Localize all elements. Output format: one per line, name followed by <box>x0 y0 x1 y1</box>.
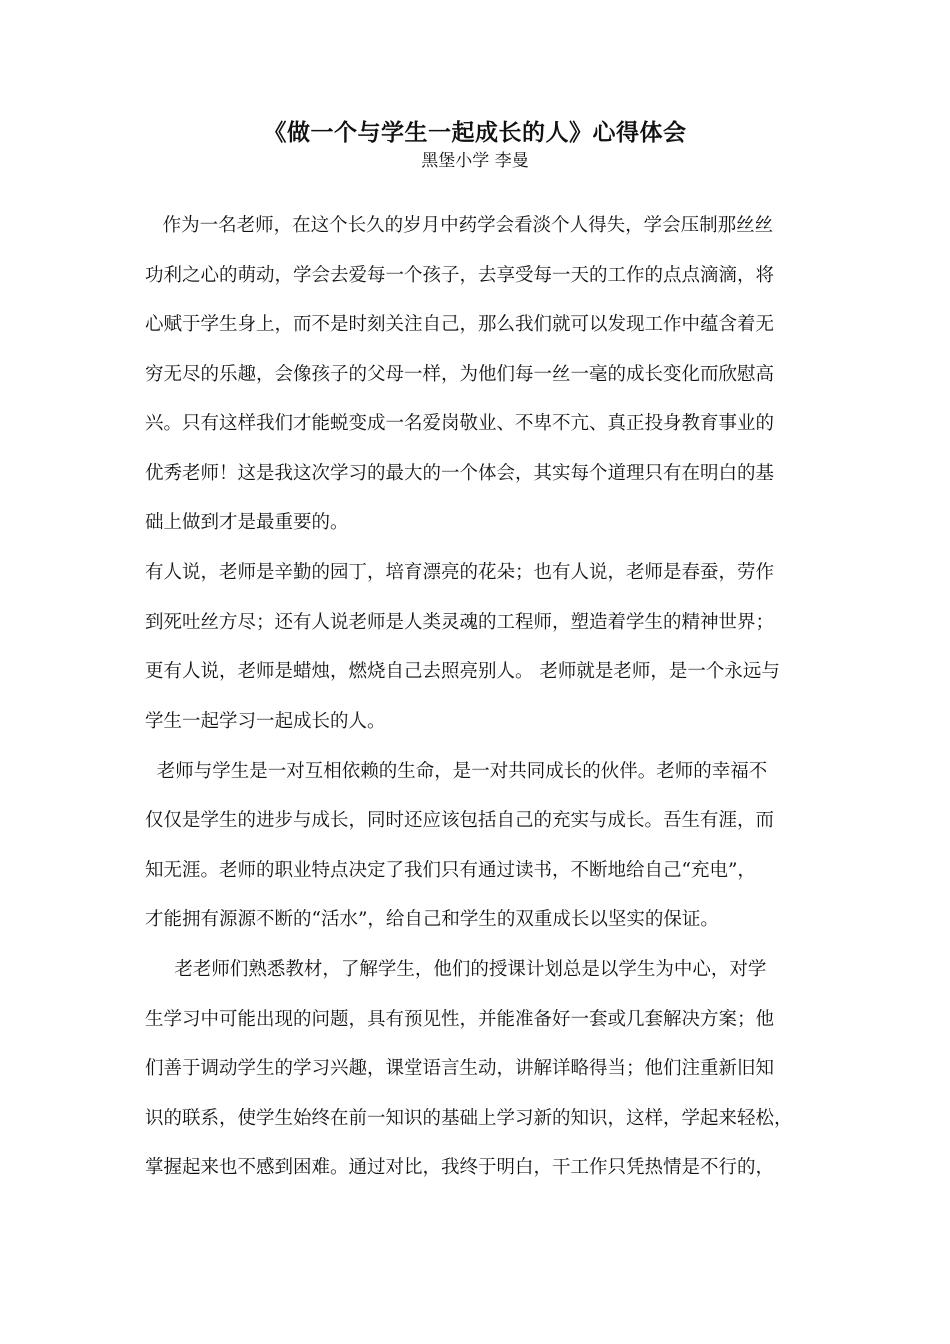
body-line: 们善于调动学生的学习兴趣，课堂语言生动，讲解详略得当；他们注重新旧知 <box>145 1058 775 1079</box>
body-line: 穷无尽的乐趣，会像孩子的父母一样，为他们每一丝一毫的成长变化而欣慰高 <box>145 364 775 385</box>
body-line: 更有人说，老师是蜡烛，燃烧自己去照亮别人。 老师就是老师，是一个永远与 <box>145 661 780 682</box>
body-line: 掌握起来也不感到困难。通过对比，我终于明白，干工作只凭热情是不行的， <box>145 1157 775 1178</box>
body-line: 到死吐丝方尽；还有人说老师是人类灵魂的工程师，塑造着学生的精神世界； <box>145 612 775 633</box>
body-line: 础上做到才是最重要的。 <box>145 512 349 533</box>
body-line: 仅仅是学生的进步与成长，同时还应该包括自己的充实与成长。吾生有涯，而 <box>145 810 775 831</box>
document-byline: 黑堡小学 李曼 <box>421 151 529 171</box>
body-line: 才能拥有源源不断的“活水”，给自己和学生的双重成长以坚实的保证。 <box>145 909 719 930</box>
body-line: 有人说，老师是辛勤的园丁，培育漂亮的花朵；也有人说，老师是春蚕，劳作 <box>145 562 775 583</box>
body-line: 老师与学生是一对互相依赖的生命，是一对共同成长的伙伴。老师的幸福不 <box>145 761 768 782</box>
body-line: 作为一名老师，在这个长久的岁月中药学会看淡个人得失，学会压制那丝丝 <box>145 215 774 236</box>
body-line: 兴。只有这样我们才能蜕变成一名爱岗敬业、不卑不亢、真正投身教育事业的 <box>145 413 775 434</box>
body-line: 功利之心的萌动，学会去爱每一个孩子，去享受每一天的工作的点点滴滴，将 <box>145 265 775 286</box>
body-line: 识的联系，使学生始终在前一知识的基础上学习新的知识，这样，学起来轻松， <box>145 1108 793 1129</box>
body-line: 老老师们熟悉教材，了解学生，他们的授课计划总是以学生为中心，对学 <box>145 959 767 980</box>
body-line: 生学习中可能出现的问题，具有预见性，并能准备好一套或几套解决方案；他 <box>145 1009 775 1030</box>
body-line: 学生一起学习一起成长的人。 <box>145 711 386 732</box>
body-line: 优秀老师！这是我这次学习的最大的一个体会，其实每个道理只有在明白的基 <box>145 463 775 484</box>
document-title: 《做一个与学生一起成长的人》心得体会 <box>263 119 687 146</box>
body-line: 心赋于学生身上，而不是时刻关注自己，那么我们就可以发现工作中蕴含着无 <box>145 314 775 335</box>
body-line: 知无涯。老师的职业特点决定了我们只有通过读书，不断地给自己“充电”， <box>145 860 756 881</box>
